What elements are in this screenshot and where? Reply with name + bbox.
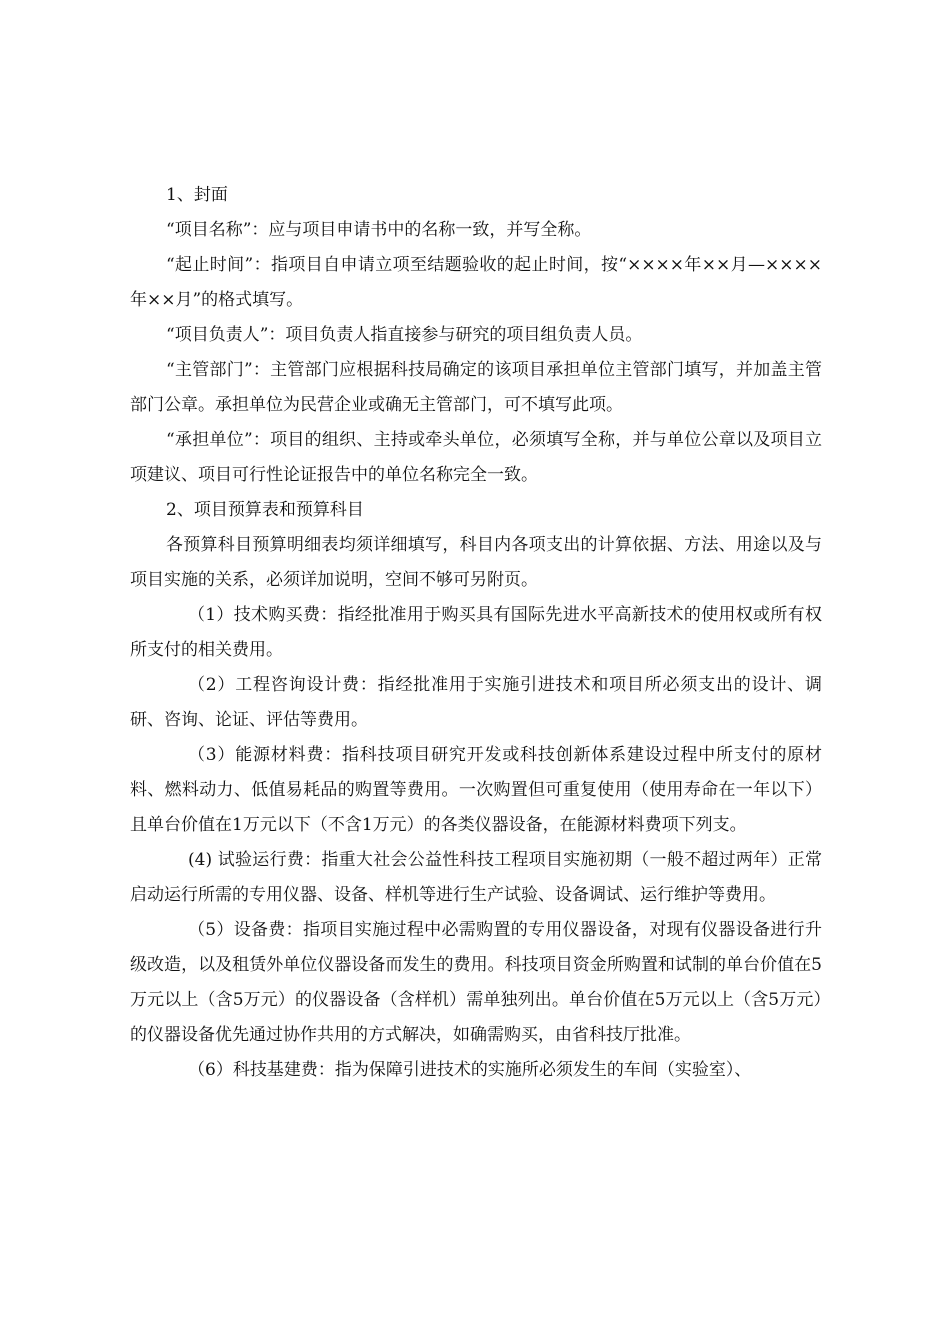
paragraph-trial-operation: (4) 试验运行费：指重大社会公益性科技工程项目实施初期（一般不超过两年）正常启动运行所需的专用仪器、设备、样机等进行生产试验、设备调试、运行维护等费用。: [130, 850, 822, 905]
paragraph-project-name: “项目名称”：应与项目申请书中的名称一致，并写全称。: [166, 220, 592, 240]
paragraph-equipment: （5）设备费：指项目实施过程中必需购置的专用仪器设备，对现有仪器设备进行升级改造，以及租赁外单位仪器设备而发生的费用。科技项目资金所购置和试制的单台价值在5万元以上（含5万元）的仪器设备（含样机）需单独列出。单台价值在5万元以上（含5万元）的仪器设备优先通过协作共用的方式解决，如确需购买，由省科技厅批准。: [130, 920, 822, 1045]
paragraph-start-end-time: “起止时间”：指项目自申请立项至结题验收的起止时间，按“××××年××月—××××年××月”的格式填写。: [130, 255, 822, 310]
paragraph-undertaking-unit: “承担单位”：项目的组织、主持或牵头单位，必须填写全称，并与单位公章以及项目立项建议、项目可行性论证报告中的单位名称完全一致。: [130, 430, 822, 485]
paragraph-project-leader: “项目负责人”：项目负责人指直接参与研究的项目组负责人员。: [166, 325, 643, 345]
paragraph-supervising-department: “主管部门”：主管部门应根据科技局确定的该项目承担单位主管部门填写，并加盖主管部门公章。承担单位为民营企业或确无主管部门，可不填写此项。: [130, 360, 822, 415]
section-heading-budget: 2、项目预算表和预算科目: [166, 500, 364, 520]
paragraph-consulting-design: （2）工程咨询设计费：指经批准用于实施引进技术和项目所必须支出的设计、调研、咨询、论证、评估等费用。: [130, 675, 822, 730]
section-heading-cover: 1、封面: [166, 185, 228, 205]
paragraph-technology-purchase: （1）技术购买费：指经批准用于购买具有国际先进水平高新技术的使用权或所有权所支付的相关费用。: [130, 605, 822, 660]
paragraph-infrastructure: （6）科技基建费：指为保障引进技术的实施所必须发生的车间（实验室）、: [188, 1060, 752, 1080]
paragraph-energy-materials: （3）能源材料费：指科技项目研究开发或科技创新体系建设过程中所支付的原材料、燃料动力、低值易耗品的购置等费用。一次购置但可重复使用（使用寿命在一年以下）且单台价值在1万元以下（不含1万元）的各类仪器设备，在能源材料费项下列支。: [130, 745, 822, 835]
document-body: [130, 178, 822, 1088]
paragraph-budget-details: 各预算科目预算明细表均须详细填写，科目内各项支出的计算依据、方法、用途以及与项目实施的关系，必须详加说明，空间不够可另附页。: [130, 535, 822, 590]
